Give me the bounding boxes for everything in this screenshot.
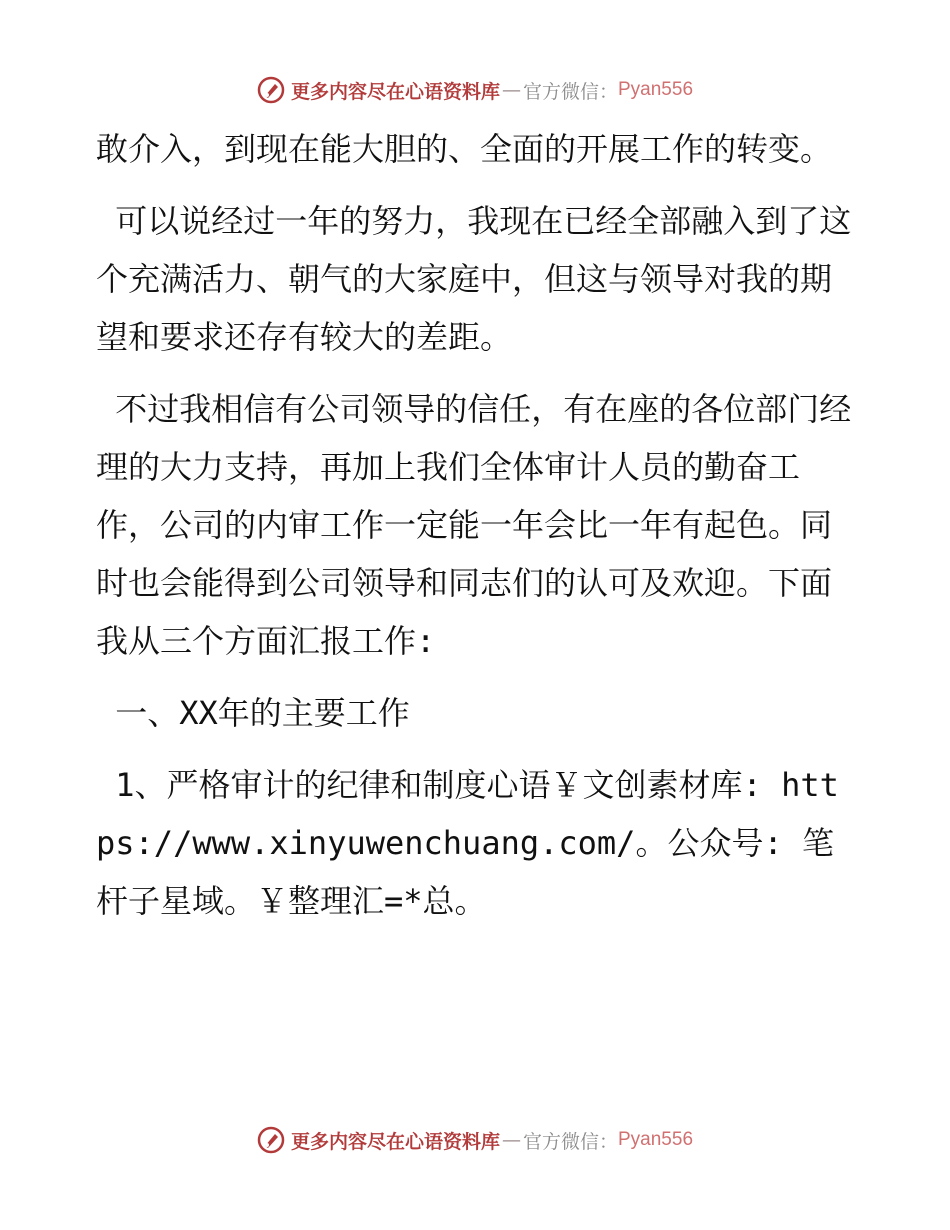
header-banner [0,70,950,110]
banner-main-text: 更多内容尽在心语资料库 [290,80,500,103]
banner-wechat-id: Pyan556 [618,79,694,100]
section-heading: 一、XX年的主要工作 [96,694,410,732]
banner-sub-text: 官方微信： [522,1130,618,1153]
pen-logo-icon [257,1126,285,1154]
banner-sub-text: 官方微信： [522,80,618,103]
footer-banner [0,1120,950,1160]
banner-dash: — [501,1129,521,1151]
banner-wechat-id: Pyan556 [618,1129,694,1150]
banner-dash: — [501,79,521,101]
paragraph-2: 可以说经过一年的努力，我现在已经全部融入到了这个充满活力、朝气的大家庭中，但这与领导对我的期望和要求还存有较大的差距。 [96,202,852,356]
document-body [96,120,856,944]
paragraph-4: 1、严格审计的纪律和制度心语￥文创素材库: https://www.xinyuwenchuang.com/。公众号: 笔杆子星域。￥整理汇=*总。 [96,766,839,920]
paragraph-1: 敢介入，到现在能大胆的、全面的开展工作的转变。 [96,130,833,168]
paragraph-3: 不过我相信有公司领导的信任，有在座的各位部门经理的大力支持，再加上我们全体审计人员的勤奋工作，公司的内审工作一定能一年会比一年有起色。同时也会能得到公司领导和同志们的认可及欢迎。下面我从三个方面汇报工作: [96,390,852,660]
pen-logo-icon [257,76,285,104]
banner-main-text: 更多内容尽在心语资料库 [290,1130,500,1153]
